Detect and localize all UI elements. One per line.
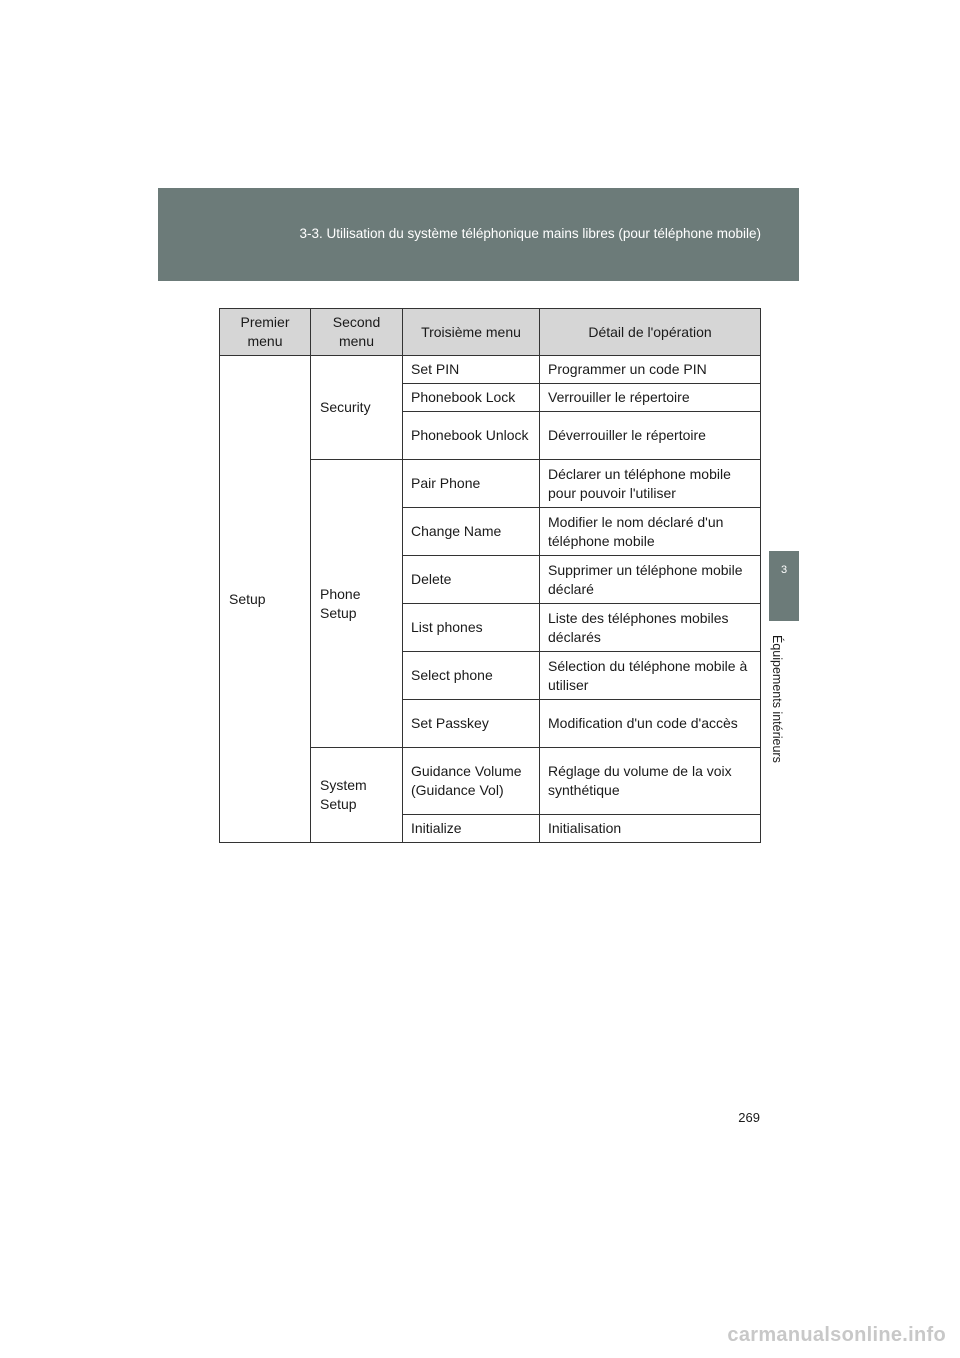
section-title: 3-3. Utilisation du système téléphonique mains libres (pour téléphone mobile): [299, 226, 761, 241]
operation-detail: Modifier le nom déclaré d'un téléphone mobile: [540, 508, 761, 556]
chapter-label: Équipements intérieurs: [770, 635, 784, 763]
operation-detail: Liste des téléphones mobiles déclarés: [540, 604, 761, 652]
operation-detail: Modification d'un code d'accès: [540, 700, 761, 748]
third-menu-item: Change Name: [403, 508, 540, 556]
header-second-menu: Second menu: [311, 309, 403, 356]
watermark: carmanualsonline.info: [727, 1324, 946, 1346]
operation-detail: Programmer un code PIN: [540, 356, 761, 384]
chapter-tab: [769, 551, 799, 621]
operation-detail: Déclarer un téléphone mobile pour pouvoir l'utiliser: [540, 460, 761, 508]
page-number: 269: [738, 1110, 760, 1125]
third-menu-item: Set Passkey: [403, 700, 540, 748]
operation-detail: Verrouiller le répertoire: [540, 384, 761, 412]
third-menu-item: Set PIN: [403, 356, 540, 384]
third-menu-item: Delete: [403, 556, 540, 604]
operation-detail: Sélection du téléphone mobile à utiliser: [540, 652, 761, 700]
operation-detail: Initialisation: [540, 815, 761, 843]
third-menu-item: List phones: [403, 604, 540, 652]
table-row: [220, 356, 761, 384]
third-menu-item: Phonebook Lock: [403, 384, 540, 412]
menu-table: [219, 308, 761, 843]
second-menu-security: Security: [311, 356, 403, 460]
second-menu-system-setup: System Setup: [311, 748, 403, 843]
first-menu-setup: Setup: [220, 356, 311, 843]
third-menu-item: Guidance Volume (Guidance Vol): [403, 748, 540, 815]
operation-detail: Déverrouiller le répertoire: [540, 412, 761, 460]
operation-detail: Réglage du volume de la voix synthétique: [540, 748, 761, 815]
header-band: [158, 188, 799, 281]
header-third-menu: Troisième menu: [403, 309, 540, 356]
operation-detail: Supprimer un téléphone mobile déclaré: [540, 556, 761, 604]
chapter-number: 3: [780, 564, 788, 576]
third-menu-item: Pair Phone: [403, 460, 540, 508]
header-first-menu: Premier menu: [220, 309, 311, 356]
table-header-row: [220, 309, 761, 356]
second-menu-phone-setup: Phone Setup: [311, 460, 403, 748]
third-menu-item: Phonebook Unlock: [403, 412, 540, 460]
third-menu-item: Select phone: [403, 652, 540, 700]
third-menu-item: Initialize: [403, 815, 540, 843]
header-operation-detail: Détail de l'opération: [540, 309, 761, 356]
